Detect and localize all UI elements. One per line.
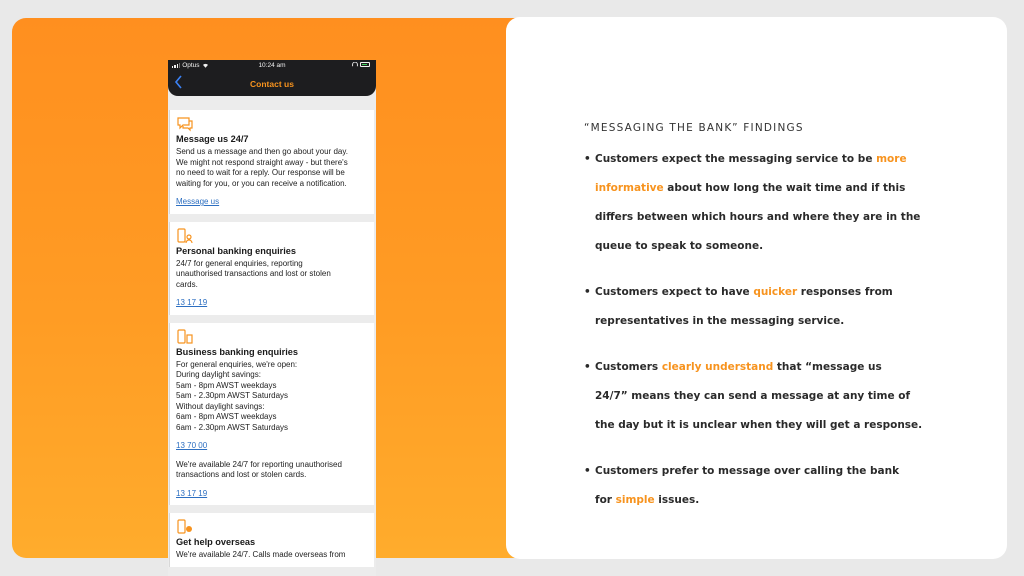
personal-phone-link[interactable]: 13 17 19 <box>176 298 208 307</box>
highlight-text: informative <box>595 182 664 194</box>
battery-icon <box>360 62 370 67</box>
finding-text: 24/7” means they can send a message at any time of <box>595 390 911 402</box>
phone-building-icon <box>176 329 194 345</box>
finding-text: about how long the wait time and if this <box>663 182 906 194</box>
finding-line <box>595 278 984 307</box>
finding-text: queue to speak to someone. <box>595 240 764 252</box>
finding-text: for <box>595 494 616 506</box>
finding-text: the day but it is unclear when they will get a response. <box>595 419 923 431</box>
card-body: For general enquiries, we're open: During daylight savings: 5am - 8pm AWST weekdays 5am - 2.30pm AWST Saturdays Without daylight savings: 6am - 8pm AWST weekdays 6am - 2.30pm AWST Saturdays <box>176 359 298 432</box>
finding-bullet <box>584 145 984 261</box>
finding-line <box>595 145 984 174</box>
finding-text: differs between which hours and where they are in the <box>595 211 921 223</box>
finding-line <box>595 382 984 411</box>
business-phone-link[interactable]: 13 70 00 <box>176 441 208 450</box>
headphones-icon <box>352 62 358 67</box>
finding-line <box>595 203 984 232</box>
finding-bullet <box>584 353 984 440</box>
finding-line <box>595 486 984 515</box>
finding-line <box>595 457 984 486</box>
finding-bullet <box>584 278 984 336</box>
finding-text: Customers expect to have <box>595 286 754 298</box>
findings-list <box>584 145 984 515</box>
nav-title: Contact us <box>250 79 294 89</box>
phone-screenshot <box>168 60 376 576</box>
contact-card-message <box>169 110 374 214</box>
card-body-secondary: We're available 24/7 for reporting unauthorised transactions and lost or stolen cards. <box>176 459 342 479</box>
phone-header <box>168 60 376 96</box>
card-body: We're available 24/7. Calls made overseas from <box>176 550 346 559</box>
carrier-label: Optus <box>182 62 200 69</box>
finding-line <box>595 174 984 203</box>
finding-text: Customers expect the messaging service to be <box>595 153 877 165</box>
finding-text: Customers <box>595 361 662 373</box>
card-body: 24/7 for general enquiries, reporting unauthorised transactions and lost or stolen cards. <box>176 258 331 289</box>
message-icon <box>176 116 194 132</box>
finding-text: representatives in the messaging service. <box>595 315 845 327</box>
highlight-text: quicker <box>753 286 798 298</box>
finding-text: Customers prefer to message over calling the bank <box>595 465 900 477</box>
card-title: Message us 24/7 <box>176 134 249 144</box>
contact-list <box>168 96 376 576</box>
phone-person-icon <box>176 228 194 244</box>
message-us-link[interactable]: Message us <box>176 197 220 206</box>
status-bar <box>168 61 376 71</box>
contact-card-overseas <box>169 513 374 567</box>
highlight-text: clearly understand <box>661 361 774 373</box>
finding-line <box>595 353 984 382</box>
finding-line <box>595 232 984 261</box>
findings-section <box>584 122 984 532</box>
highlight-text: more <box>876 153 907 165</box>
finding-bullet <box>584 457 984 515</box>
business-report-phone-link[interactable]: 13 17 19 <box>176 488 208 498</box>
contact-card-business <box>169 323 374 506</box>
card-title: Business banking enquiries <box>176 346 299 357</box>
highlight-text: simple <box>615 494 655 506</box>
card-title: Personal banking enquiries <box>176 245 296 256</box>
card-title: Get help overseas <box>176 537 256 547</box>
card-body: Send us a message and then go about your day. We might not respond straight away - but there's no need to wait for a reply. Our response will be waiting for you, or you can receive a notification. <box>176 147 348 188</box>
clock-label: 10:24 am <box>258 62 286 69</box>
finding-text: that “message us <box>773 361 882 373</box>
contact-card-personal <box>169 222 374 315</box>
findings-heading: “MESSAGING THE BANK” FINDINGS <box>584 122 804 134</box>
finding-line <box>595 411 984 440</box>
phone-globe-icon <box>176 519 194 535</box>
finding-text: responses from <box>797 286 893 298</box>
finding-line <box>595 307 984 336</box>
finding-text: issues. <box>654 494 700 506</box>
